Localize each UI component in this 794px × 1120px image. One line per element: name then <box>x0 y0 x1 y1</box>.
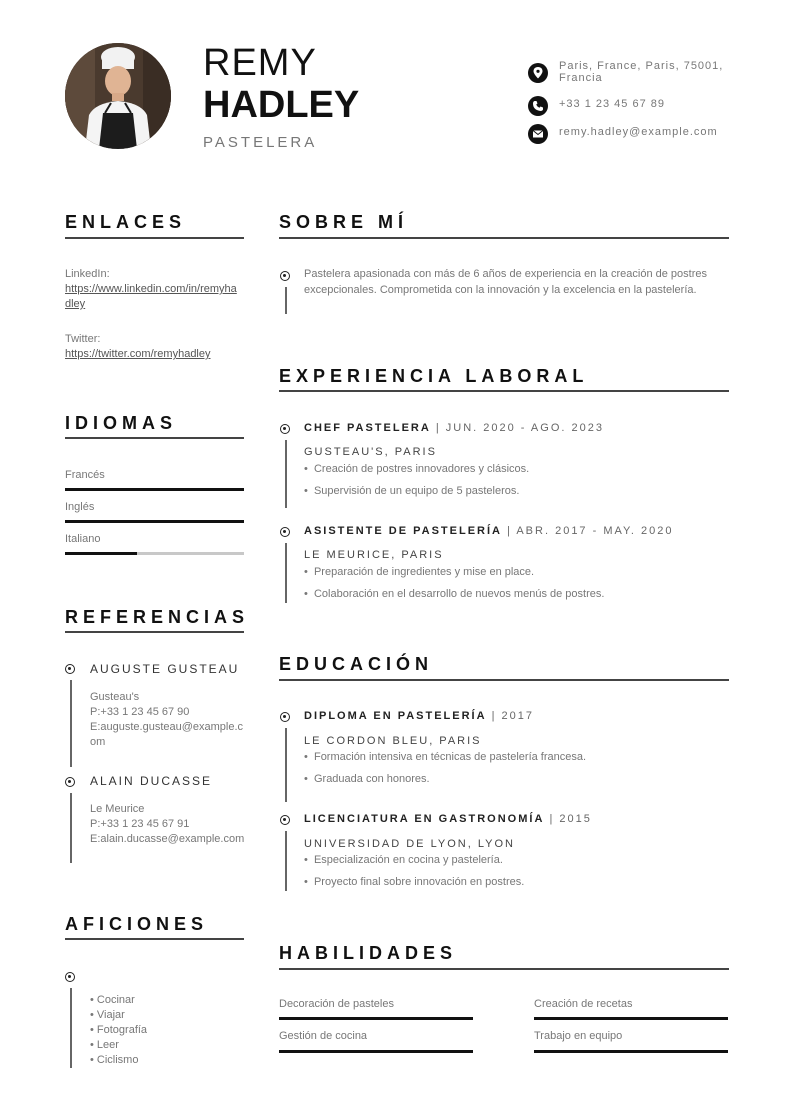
reference-email[interactable]: E:alain.ducasse@example.com <box>90 833 245 845</box>
skill-name: Gestión de cocina <box>279 1030 368 1042</box>
bullet-text: Formación intensiva en técnicas de pastelería francesa. <box>313 751 587 763</box>
bullet-text: Proyecto final sobre innovación en postres. <box>313 876 525 888</box>
reference-marker <box>65 777 75 787</box>
hobby-item: • Viajar <box>90 1009 125 1021</box>
experience-bullet: • Supervisión de un equipo de 5 pasteleros. <box>304 485 520 497</box>
skills-divider <box>279 968 729 970</box>
reference-company: Le Meurice <box>90 803 145 815</box>
references-divider <box>65 631 244 633</box>
education-section-title: EDUCACIÓN <box>279 654 434 674</box>
email-icon <box>528 124 548 144</box>
hobby-item: • Leer <box>90 1039 119 1051</box>
contact-phone: +33 1 23 45 67 89 <box>559 98 665 110</box>
language-level-fill <box>65 488 244 491</box>
references-section-title: REFERENCIAS <box>65 607 250 627</box>
about-text: Pastelera apasionada con más de 6 años de experiencia en la creación de postres excepcionales. Comprometida con la innovación y la excelencia en la pastelería. <box>304 268 707 296</box>
education-degree: LICENCIATURA EN GASTRONOMÍA <box>304 813 545 825</box>
experience-section-title: EXPERIENCIA LABORAL <box>279 366 589 386</box>
skill-level-bar <box>279 1017 473 1020</box>
reference-company: Gusteau's <box>90 691 140 703</box>
reference-phone: P:+33 1 23 45 67 90 <box>90 706 190 718</box>
skill-name: Decoración de pasteles <box>279 998 394 1010</box>
timeline-line <box>70 680 72 767</box>
reference-email[interactable]: E:auguste.gusteau@example.com <box>90 721 244 748</box>
experience-date: | JUN. 2020 - AGO. 2023 <box>430 422 604 434</box>
experience-title <box>304 525 674 537</box>
about-marker <box>280 271 290 281</box>
language-level-fill <box>65 520 244 523</box>
reference-marker <box>65 664 75 674</box>
skill-name: Creación de recetas <box>534 998 633 1010</box>
languages-divider <box>65 437 244 439</box>
language-name: Francés <box>65 469 105 481</box>
skill-level-bar <box>534 1017 728 1020</box>
languages-section-title: IDIOMAS <box>65 413 178 433</box>
experience-bullet: • Preparación de ingredientes y mise en place. <box>304 566 535 578</box>
about-divider <box>279 237 729 239</box>
skills-section-title: HABILIDADES <box>279 943 458 963</box>
language-level-track <box>65 552 244 555</box>
timeline-line <box>285 287 287 314</box>
education-degree: DIPLOMA EN PASTELERÍA <box>304 710 487 722</box>
experience-employer: LE MEURICE, PARIS <box>304 549 444 561</box>
phone-icon <box>528 96 548 116</box>
bullet-text: Graduada con honores. <box>313 773 430 785</box>
first-name: REMY <box>203 42 317 84</box>
hobbies-marker <box>65 972 75 982</box>
contact-address: Paris, France, Paris, 75001, Francia <box>559 60 724 84</box>
reference-name: ALAIN DUCASSE <box>90 774 213 788</box>
language-level-track <box>65 488 244 491</box>
skill-level-bar <box>279 1050 473 1053</box>
education-school: LE CORDON BLEU, PARIS <box>304 735 482 747</box>
education-divider <box>279 679 729 681</box>
language-name: Inglés <box>65 501 95 513</box>
profile-photo <box>65 43 171 149</box>
hobby-item: • Ciclismo <box>90 1054 139 1066</box>
reference-phone: P:+33 1 23 45 67 91 <box>90 818 190 830</box>
education-marker <box>280 712 290 722</box>
education-title <box>304 813 592 825</box>
education-marker <box>280 815 290 825</box>
language-level-fill <box>65 552 137 555</box>
education-date: | 2017 <box>486 710 535 722</box>
twitter-link[interactable]: https://twitter.com/remyhadley <box>65 348 211 360</box>
language-level-track <box>65 520 244 523</box>
hobbies-section-title: AFICIONES <box>65 914 209 934</box>
bullet-text: Preparación de ingredientes y mise en place. <box>313 566 535 578</box>
skill-level-bar <box>534 1050 728 1053</box>
education-date: | 2015 <box>544 813 592 825</box>
linkedin-label: LinkedIn: <box>65 268 110 280</box>
bullet-text: Colaboración en el desarrollo de nuevos menús de postres. <box>313 588 605 600</box>
education-title <box>304 710 534 722</box>
experience-bullet: • Colaboración en el desarrollo de nuevos menús de postres. <box>304 588 605 600</box>
twitter-label: Twitter: <box>65 333 101 345</box>
experience-role: ASISTENTE DE PASTELERÍA <box>304 525 502 537</box>
bullet-text: Especialización en cocina y pastelería. <box>313 854 503 866</box>
education-bullet: • Proyecto final sobre innovación en postres. <box>304 876 525 888</box>
experience-bullet: • Creación de postres innovadores y clásicos. <box>304 463 530 475</box>
timeline-line <box>285 440 287 508</box>
links-section-title: ENLACES <box>65 212 187 232</box>
bullet-text: Creación de postres innovadores y clásicos. <box>313 463 530 475</box>
hobby-item: • Fotografía <box>90 1024 148 1036</box>
location-pin-icon <box>528 63 548 83</box>
bullet-text: Supervisión de un equipo de 5 pasteleros. <box>313 485 520 497</box>
education-bullet: • Graduada con honores. <box>304 773 430 785</box>
skill-name: Trabajo en equipo <box>534 1030 623 1042</box>
experience-title <box>304 422 604 434</box>
experience-employer: GUSTEAU'S, PARIS <box>304 446 437 458</box>
education-bullet: • Formación intensiva en técnicas de pastelería francesa. <box>304 751 587 763</box>
education-school: UNIVERSIDAD DE LYON, LYON <box>304 838 515 850</box>
about-section-title: SOBRE MÍ <box>279 212 409 232</box>
timeline-line <box>70 793 72 863</box>
timeline-line <box>285 543 287 603</box>
last-name: HADLEY <box>203 84 360 126</box>
contact-email[interactable]: remy.hadley@example.com <box>559 126 718 138</box>
experience-date: | ABR. 2017 - MAY. 2020 <box>501 525 674 537</box>
education-bullet: • Especialización en cocina y pastelería. <box>304 854 503 866</box>
language-name: Italiano <box>65 533 101 545</box>
experience-marker <box>280 527 290 537</box>
experience-role: CHEF PASTELERA <box>304 422 431 434</box>
experience-divider <box>279 390 729 392</box>
experience-marker <box>280 424 290 434</box>
job-title: PASTELERA <box>203 134 318 151</box>
hobby-item: • Cocinar <box>90 994 135 1006</box>
timeline-line <box>285 831 287 891</box>
timeline-line <box>70 988 72 1068</box>
reference-name: AUGUSTE GUSTEAU <box>90 662 240 676</box>
timeline-line <box>285 728 287 802</box>
hobbies-divider <box>65 938 244 940</box>
links-divider <box>65 237 244 239</box>
linkedin-link[interactable]: https://www.linkedin.com/in/remyhadley <box>65 283 237 310</box>
